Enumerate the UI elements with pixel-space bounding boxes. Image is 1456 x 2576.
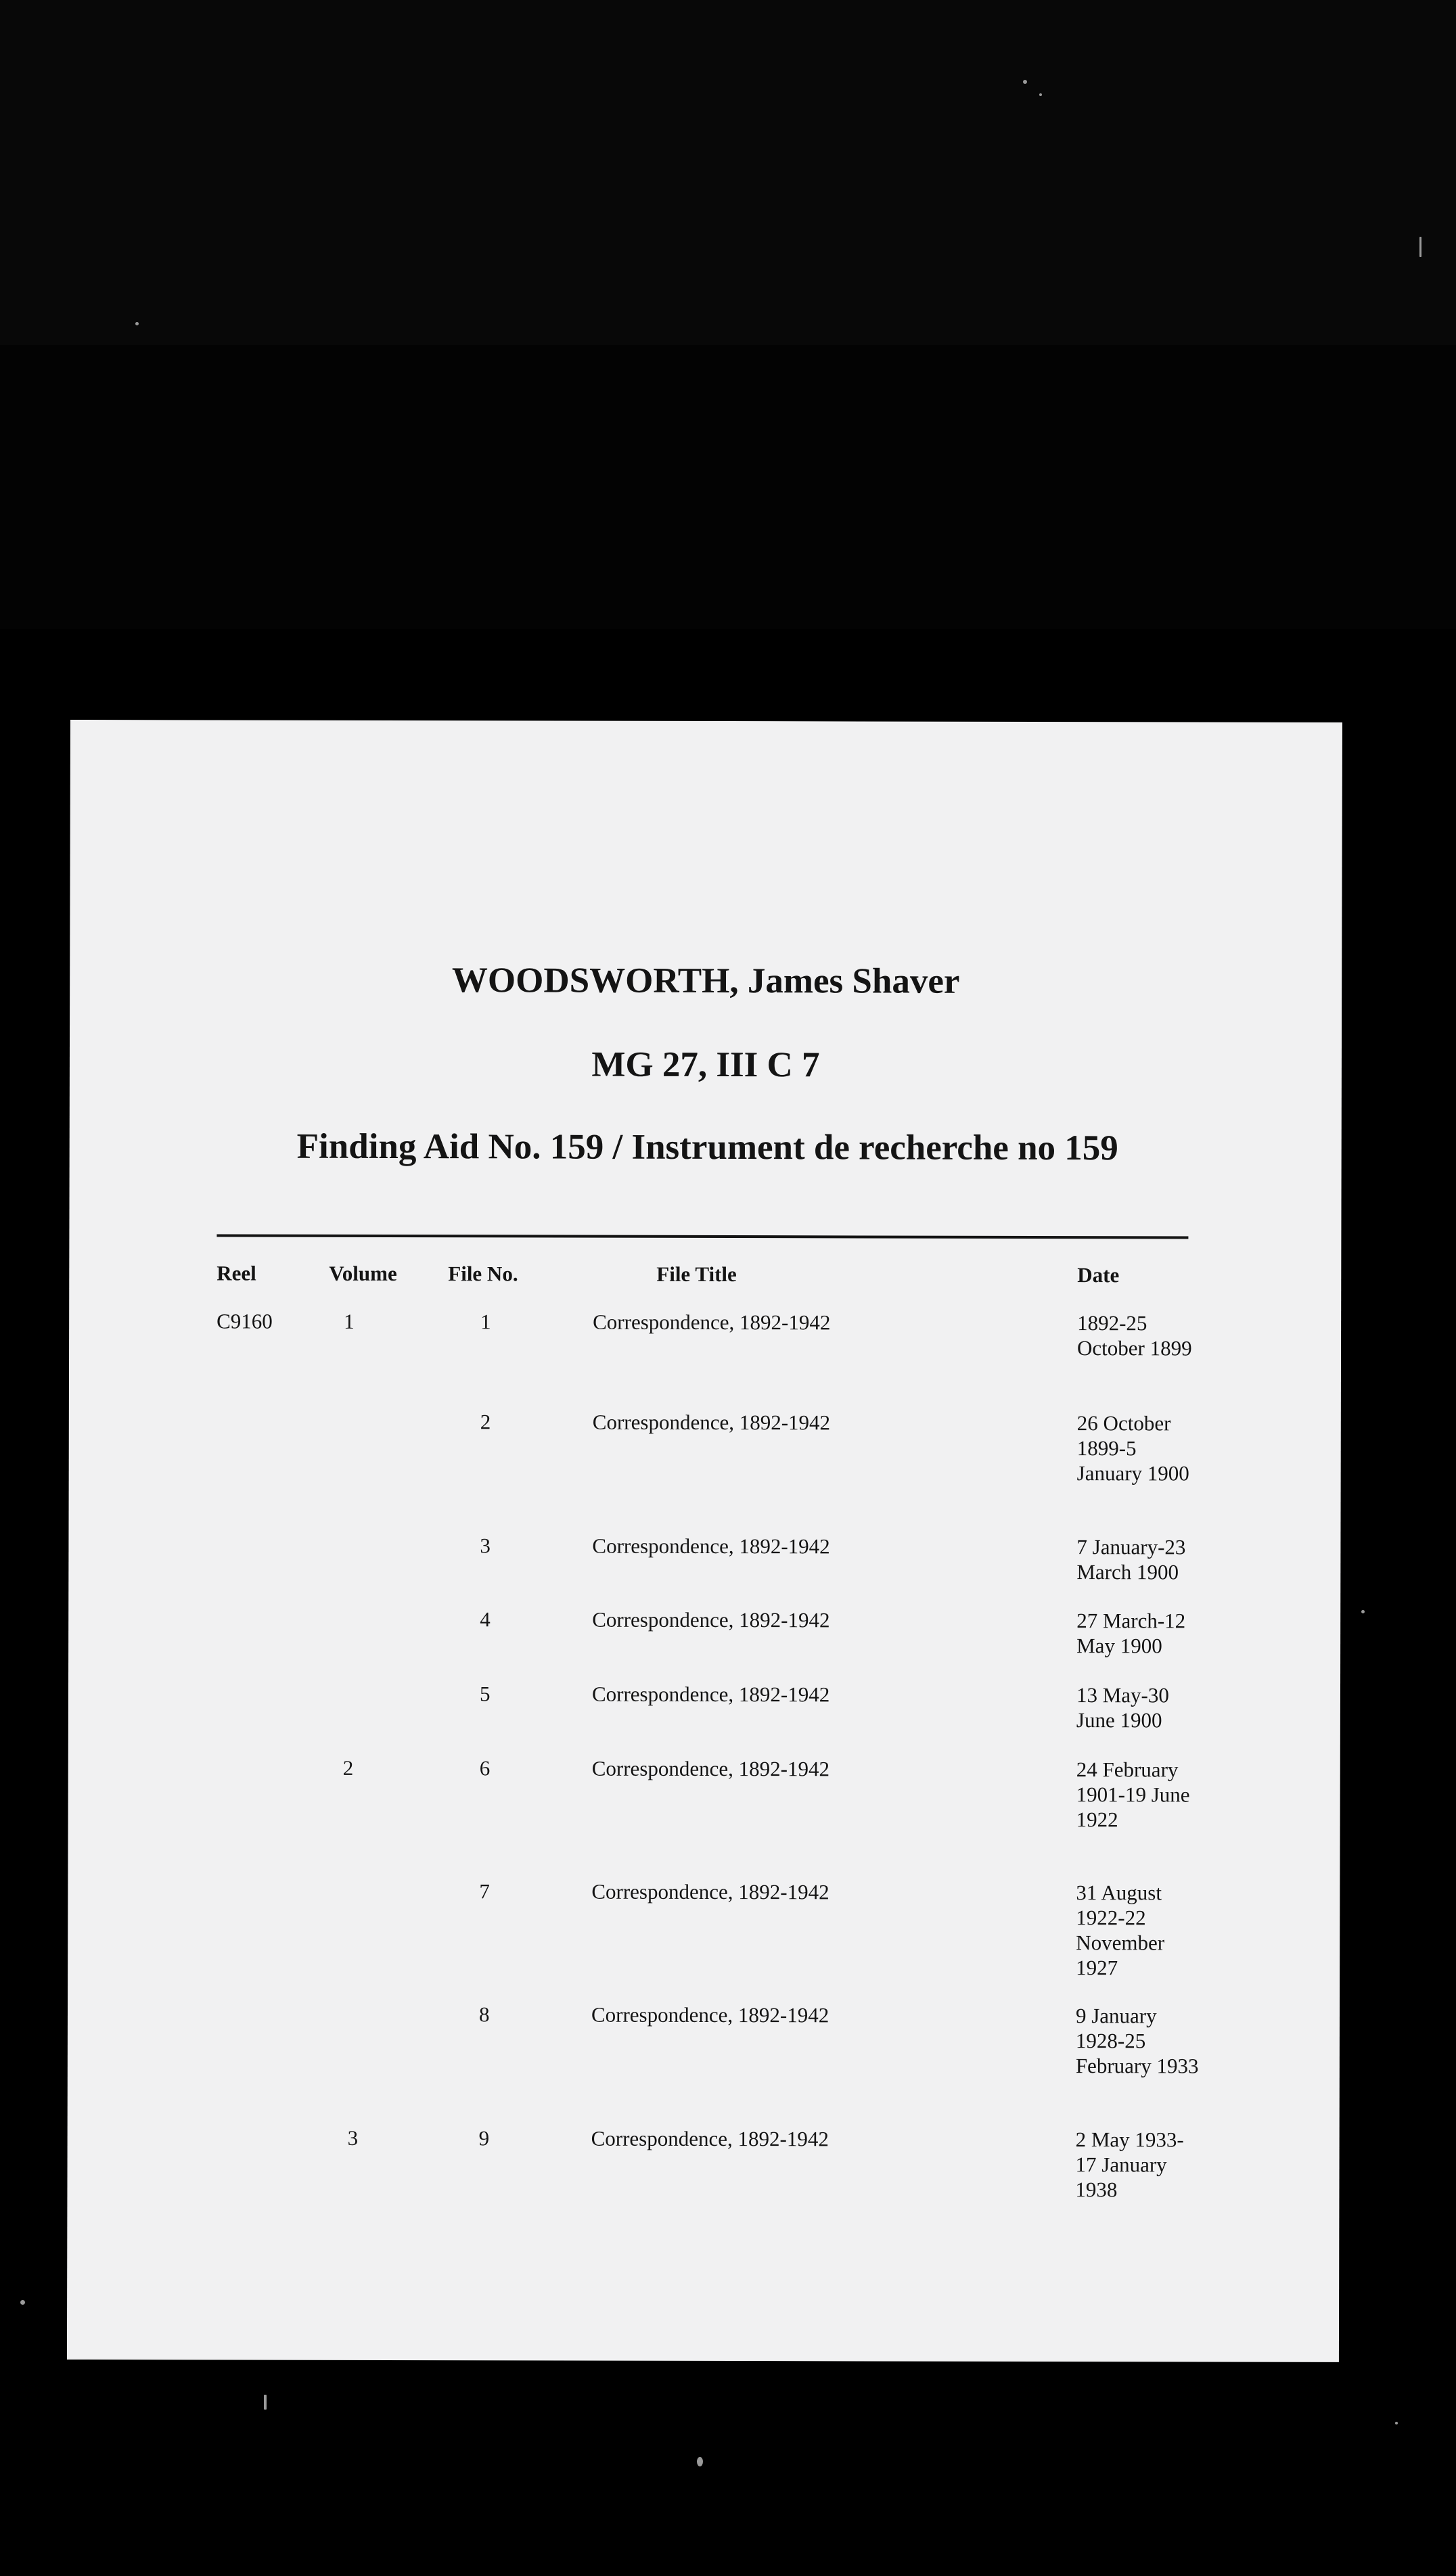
cell-file-no: 7 [479,1879,490,1904]
cell-date: 13 May-30 June 1900 [1076,1683,1169,1732]
cell-date: 24 February 1901-19 June 1922 [1076,1757,1190,1832]
cell-file-title: Correspondence, 1892-1942 [591,2002,829,2027]
scan-speck [1023,80,1027,84]
scan-speck [135,322,139,325]
cell-file-no: 6 [479,1756,491,1780]
column-header-file-no: File No. [448,1262,518,1286]
cell-file-title: Correspondence, 1892-1942 [591,2126,829,2151]
cell-file-no: 5 [479,1682,491,1706]
column-header-reel: Reel [217,1261,256,1285]
scan-speck [264,2395,267,2410]
cell-file-no: 1 [480,1310,491,1334]
cell-reel: C9160 [217,1309,273,1333]
cell-volume: 1 [344,1309,355,1333]
cell-date: 2 May 1933-17 January 1938 [1075,2128,1184,2202]
scan-speck [1419,237,1421,257]
cell-date: 26 October 1899-5 January 1900 [1076,1411,1189,1486]
finding-aid-heading: Finding Aid No. 159 / Instrument de recherche no 159 [296,1126,1118,1168]
cell-file-title: Correspondence, 1892-1942 [592,1607,830,1632]
reference-code: MG 27, III C 7 [591,1044,820,1085]
scan-speck [1039,93,1042,96]
cell-date: 27 March-12 May 1900 [1076,1609,1186,1658]
cell-file-no: 3 [480,1534,491,1558]
cell-file-title: Correspondence, 1892-1942 [592,1534,830,1559]
cell-file-title: Correspondence, 1892-1942 [591,1756,830,1781]
cell-file-no: 9 [478,2126,490,2150]
cell-file-no: 8 [478,2002,490,2027]
cell-date: 9 January 1928-25 February 1933 [1075,2004,1199,2078]
document-title: WOODSWORTH, James Shaver [451,961,960,1001]
cell-date: 7 January-23 March 1900 [1076,1535,1186,1584]
scan-speck [1395,2422,1398,2424]
scan-speck [697,2457,703,2466]
scan-speck [1361,1610,1365,1613]
cell-file-title: Correspondence, 1892-1942 [591,1879,829,1904]
cell-file-title: Correspondence, 1892-1942 [592,1410,831,1435]
cell-date: 1892-25 October 1899 [1077,1311,1192,1360]
cell-file-no: 4 [480,1607,491,1632]
header-divider [217,1234,1188,1239]
column-header-date: Date [1077,1263,1120,1287]
scan-speck [20,2300,25,2305]
cell-file-no: 2 [480,1410,491,1434]
cell-date: 31 August 1922-22 November 1927 [1076,1881,1165,1980]
column-header-volume: Volume [329,1261,397,1286]
scan-band-middle [0,345,1456,629]
finding-aid-page [67,720,1342,2362]
cell-volume: 2 [342,1755,354,1780]
cell-volume: 3 [347,2125,359,2150]
cell-file-title: Correspondence, 1892-1942 [591,1682,830,1707]
column-header-file-title: File Title [656,1262,737,1287]
cell-file-title: Correspondence, 1892-1942 [593,1310,831,1335]
scan-band-top [0,0,1456,345]
